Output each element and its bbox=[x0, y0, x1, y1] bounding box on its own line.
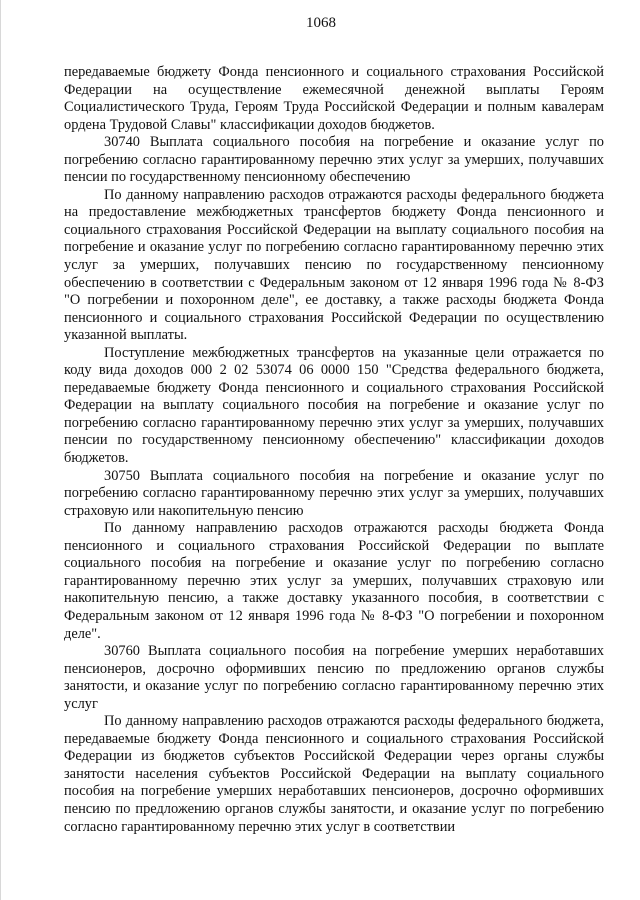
paragraph: По данному направлению расходов отражаются расходы бюджета Фонда пенсионного и социального страхования Российской Федерации по выплате социального пособия на погребение и оказание услуг по погребению согласно гарантированному перечню этих услуг за умерших, получавших страховую или накопительную пенсию, а также доставку указанного пособия, в соответствии с Федеральным законом от 12 января 1996 года № 8-ФЗ "О погребении и похоронном деле". bbox=[64, 520, 604, 642]
page-number: 1068 bbox=[306, 15, 336, 31]
section-heading-30740: 30740 Выплата социального пособия на погребение и оказание услуг по погребению согласно гарантированному перечню этих услуг за умерших, получавших пенсии по государственному пенсионному обеспечению bbox=[64, 134, 604, 186]
paragraph-continuation: передаваемые бюджету Фонда пенсионного и социального страхования Российской Федерации на осуществление ежемесячной денежной выплаты Героям Социалистического Труда, Героям Труда Российской Федерации и полным кавалерам ордена Трудовой Славы" классификации доходов бюджетов. bbox=[64, 64, 604, 133]
paragraph: По данному направлению расходов отражаются расходы федерального бюджета, передаваемые бюджету Фонда пенсионного и социального страхования Российской Федерации из бюджетов субъектов Российской Федерации через органы службы занятости населения субъектов Российской Федерации на выплату социального пособия на погребение умерших неработавших пенсионеров, досрочно оформивших пенсию по предложению органов службы занятости, и оказание услуг по погребению согласно гарантированному перечню этих услуг в соответствии bbox=[64, 713, 604, 835]
paragraph: По данному направлению расходов отражаются расходы федерального бюджета на предоставление межбюджетных трансфертов бюджету Фонда пенсионного и социального страхования Российской Федерации на выплату социального пособия на погребение и оказание услуг по погребению согласно гарантированному перечню этих услуг за умерших, получавших пенсию по государственному пенсионному обеспечению в соответствии с Федеральным законом от 12 января 1996 года № 8-ФЗ "О погребении и похоронном деле", ее доставку, а также расходы бюджета Фонда пенсионного и социального страхования Российской Федерации по осуществлению указанной выплаты. bbox=[64, 186, 604, 344]
section-heading-30760: 30760 Выплата социального пособия на погребение умерших неработавших пенсионеров, досрочно оформивших пенсию по предложению органов службы занятости, и оказание услуг по погребению согласно гарантированному перечню этих услуг bbox=[64, 643, 604, 712]
document-body bbox=[64, 64, 604, 836]
paragraph: Поступление межбюджетных трансфертов на указанные цели отражается по коду вида доходов 000 2 02 53074 06 0000 150 "Средства федерального бюджета, передаваемые бюджету Фонда пенсионного и социального страхования Российской Федерации на выплату социального пособия на погребение и оказание услуг по погребению согласно гарантированному перечню этих услуг за умерших, получавших пенсии по государственному пенсионному обеспечению" классификации доходов бюджетов. bbox=[64, 344, 604, 467]
section-heading-30750: 30750 Выплата социального пособия на погребение и оказание услуг по погребению согласно гарантированному перечню этих услуг за умерших, получавших страховую или накопительную пенсию bbox=[64, 467, 604, 519]
